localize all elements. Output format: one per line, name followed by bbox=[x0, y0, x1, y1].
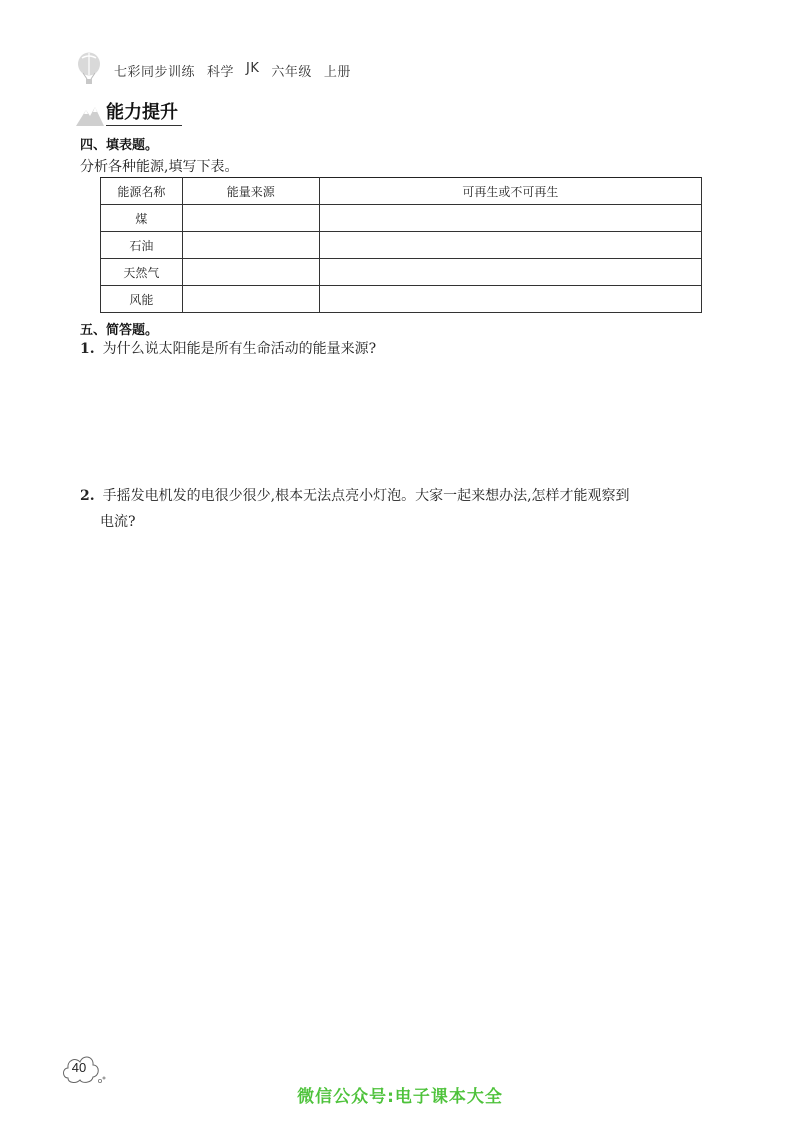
table-header-cell: 能量来源 bbox=[182, 178, 319, 205]
q5-item-1 bbox=[80, 336, 730, 362]
energy-source-cell[interactable] bbox=[182, 259, 319, 286]
table-row bbox=[101, 232, 702, 259]
energy-name-cell: 煤 bbox=[101, 205, 183, 232]
energy-name-cell: 风能 bbox=[101, 286, 183, 313]
header-subject: 科学 bbox=[207, 64, 235, 80]
watermark-text: 微信公众号:电子课本大全 bbox=[297, 1087, 503, 1107]
q5-heading: 五、简答题。 bbox=[80, 323, 159, 338]
table-row bbox=[101, 286, 702, 313]
table-header-cell: 可再生或不可再生 bbox=[319, 178, 701, 205]
question-number: 1. bbox=[80, 341, 95, 357]
table-header-cell: 能源名称 bbox=[101, 178, 183, 205]
renewable-cell[interactable] bbox=[319, 232, 701, 259]
renewable-cell[interactable] bbox=[319, 286, 701, 313]
header-volume: 上册 bbox=[323, 64, 351, 80]
q4-heading: 四、填表题。 bbox=[80, 138, 159, 153]
energy-name-cell: 天然气 bbox=[101, 259, 183, 286]
question-text: 为什么说太阳能是所有生命活动的能量来源? bbox=[102, 341, 377, 357]
header-grade: 六年级 bbox=[271, 64, 312, 80]
page-number: 40 bbox=[71, 1060, 87, 1075]
energy-source-cell[interactable] bbox=[182, 232, 319, 259]
section-title: 能力提升 bbox=[106, 101, 182, 126]
energy-source-cell[interactable] bbox=[182, 205, 319, 232]
hot-air-balloon-icon bbox=[76, 52, 102, 86]
table-row bbox=[101, 259, 702, 286]
energy-table bbox=[100, 177, 702, 313]
q4-instruction: 分析各种能源,填写下表。 bbox=[80, 159, 239, 175]
page-header bbox=[76, 52, 351, 86]
question-text-continued: 电流? bbox=[100, 514, 136, 530]
question-text: 手摇发电机发的电很少很少,根本无法点亮小灯泡。大家一起来想办法,怎样才能观察到 bbox=[102, 488, 630, 504]
table-header-row bbox=[101, 178, 702, 205]
table-row bbox=[101, 205, 702, 232]
energy-source-cell[interactable] bbox=[182, 286, 319, 313]
renewable-cell[interactable] bbox=[319, 205, 701, 232]
renewable-cell[interactable] bbox=[319, 259, 701, 286]
header-series: 七彩同步训练 bbox=[114, 64, 196, 80]
header-edition: JK bbox=[246, 60, 260, 76]
question-number: 2. bbox=[80, 488, 95, 504]
section-heading bbox=[76, 98, 182, 126]
energy-name-cell: 石油 bbox=[101, 232, 183, 259]
q5-item-2 bbox=[80, 483, 730, 535]
mountain-icon bbox=[76, 104, 104, 126]
